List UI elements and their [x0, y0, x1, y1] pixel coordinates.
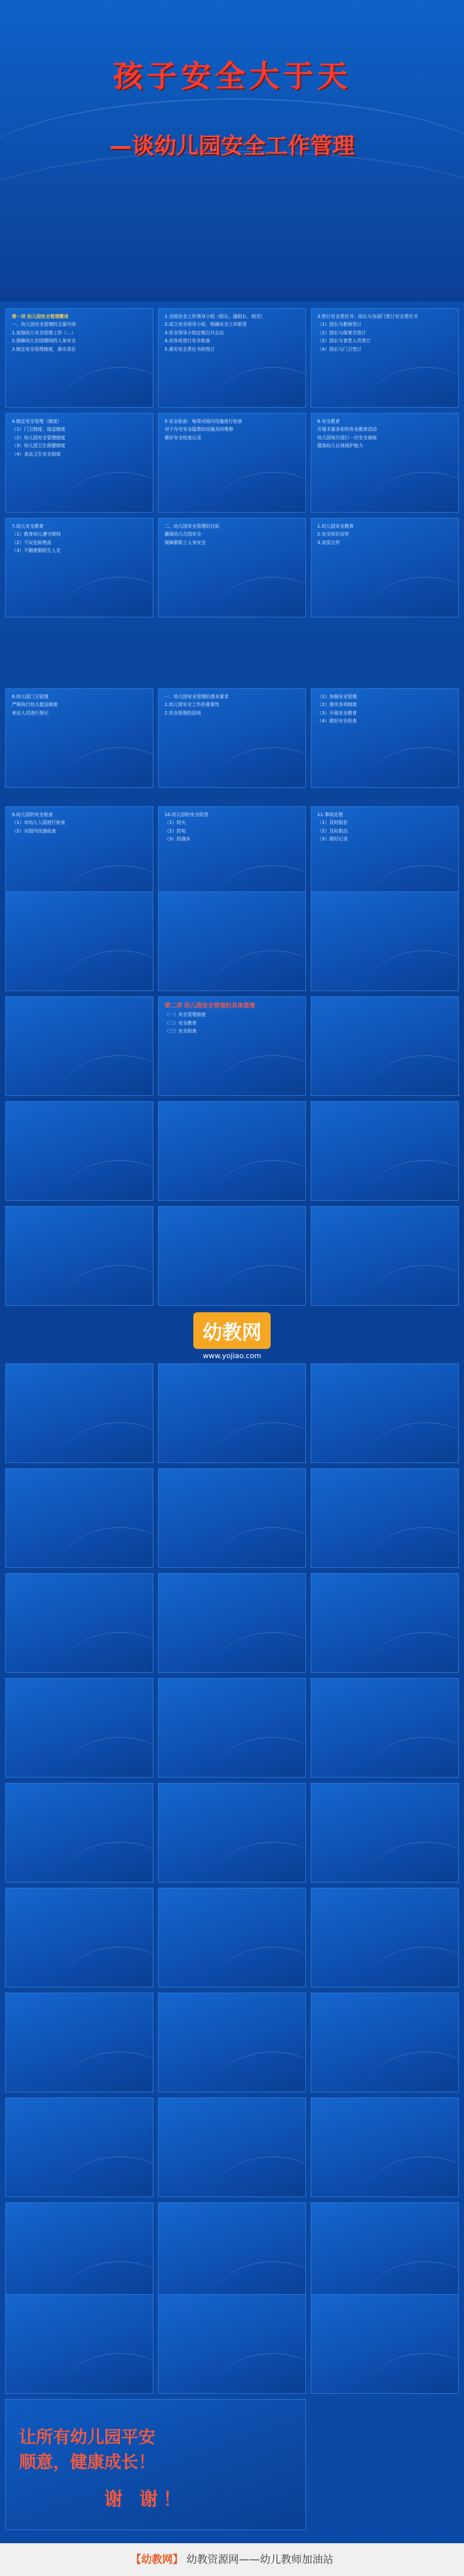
section2-slide — [158, 996, 306, 1096]
slide-line: （1）对幼儿入园进行检查 — [12, 820, 66, 826]
slide-line: 一、幼儿园安全管理的主要内容 — [12, 322, 76, 328]
slide-filler — [311, 1678, 459, 1778]
slide-filler — [5, 1993, 153, 2092]
slide-filler — [5, 2202, 153, 2302]
footer-text[interactable]: 幼教资源网——幼儿教师加油站 — [186, 2553, 334, 2566]
slide-7 — [5, 518, 153, 617]
slide-line: 确保幼儿在园安全 — [164, 532, 201, 537]
slide-line: （3）幼儿园卫生保健制度 — [12, 443, 66, 449]
slide-line: 1.幼儿园安全教育 — [317, 524, 354, 529]
slide-line: （1）园长与教师签订 — [317, 322, 362, 328]
slide-11 — [158, 688, 306, 788]
ending-line-1: 让所有幼儿园平安 — [19, 2428, 156, 2448]
slide-2 — [158, 308, 306, 408]
slide-filler — [5, 891, 153, 991]
slide-filler — [311, 1206, 459, 1306]
slide-line: （2）对园内设施检查 — [12, 828, 56, 834]
slide-line: （2）落实各项制度 — [317, 702, 357, 708]
slide-line: （2）防电 — [164, 828, 186, 834]
slide-line: 10.幼儿园的安全防范 — [164, 812, 209, 817]
slide-12 — [311, 688, 459, 788]
slide-line: 2.保障幼儿在园期间的人身安全 — [12, 338, 76, 344]
slide-filler — [158, 1573, 306, 1673]
slide-line: （1）门卫制度、接送制度 — [12, 427, 66, 433]
slide-line: 保障教职工人身安全 — [164, 539, 206, 545]
slide-line: 来访人员进行登记 — [12, 710, 48, 716]
slide-line: （4）做好安全检查 — [317, 718, 357, 724]
slide-line: （一）安全管理制度 — [164, 1012, 206, 1018]
slide-filler — [158, 2294, 306, 2394]
slide-line: （1）防火 — [164, 820, 186, 826]
slide-line: 4.制定安全管理（制度） — [12, 419, 62, 424]
slide-line: 5.安全检查：每周对园内设施进行检查 — [164, 419, 242, 424]
slide-line: 提高幼儿自我保护能力 — [317, 443, 363, 449]
slide-filler — [311, 1101, 459, 1201]
slide-filler — [158, 1678, 306, 1778]
slide-line: 2.安全知识宣传 — [317, 532, 349, 537]
slide-line: 4.对各班进行安全检查 — [164, 338, 210, 344]
slide-line: （三）安全检查 — [164, 1028, 197, 1034]
slide-filler — [311, 996, 459, 1096]
slide-filler — [5, 996, 153, 1096]
slide-line: 3.安全领导小组定期召开会议 — [164, 330, 224, 336]
slide-line: （1）教育幼儿遵守规则 — [12, 532, 61, 537]
slide-8 — [158, 518, 306, 617]
logo-watermark — [158, 1304, 306, 1363]
slide-line: 5.落实安全责任书的签订 — [164, 346, 215, 352]
ending-slide — [5, 2399, 306, 2530]
slide-filler — [5, 1363, 153, 1463]
sub-title: —谈幼儿园安全工作管理 — [109, 133, 355, 159]
slide-filler — [158, 891, 306, 991]
slide-line: 1.加强幼儿安全管理工作（…） — [12, 330, 76, 336]
slide-line: （4）园长与门卫签订 — [317, 346, 362, 352]
ending-thanks: 谢 谢！ — [104, 2488, 187, 2510]
slide-line: （3）不随便跟陌生人走 — [12, 548, 61, 554]
slide-heading: 第一讲 幼儿园安全管理概述 — [12, 314, 69, 319]
slide-line: 3.家园合作 — [317, 539, 340, 545]
slide-filler — [311, 891, 459, 991]
slide-line: 开展丰富多彩的安全教育活动 — [317, 427, 377, 433]
slide-line: 二、幼儿园安全管理的目标 — [164, 524, 220, 529]
slide-filler — [5, 1678, 153, 1778]
slide-line: 2.安全管理的原则 — [164, 710, 201, 716]
slide-filler — [158, 1206, 306, 1306]
slide-filler — [311, 2294, 459, 2394]
slide-line: （2）幼儿园安全管理制度 — [12, 435, 66, 440]
slide-line: （2）及时救治 — [317, 828, 348, 834]
slide-filler — [5, 1888, 153, 1987]
slide-line: 3.签订安全责任书：园长与各部门签订安全责任书 — [317, 314, 418, 319]
slide-line: 对于存在安全隐患的设施及时维修 — [164, 427, 233, 433]
title-slide — [0, 0, 464, 302]
slide-filler — [158, 1363, 306, 1463]
slide-filler — [158, 1101, 306, 1201]
slide-filler — [5, 1783, 153, 1883]
slide-3 — [311, 308, 459, 408]
slide-line: （二）安全教育 — [164, 1020, 197, 1026]
slide-line: 1.全园安全工作领导小组（组长、副组长、组员） — [164, 314, 265, 319]
slide-filler — [5, 1101, 153, 1201]
slide-line: 7.幼儿安全教育 — [12, 524, 44, 529]
slide-5 — [158, 413, 306, 513]
section2-heading: 第二讲 幼儿园安全管理的具体措施 — [164, 1003, 256, 1009]
slide-line: 做好安全检查记录 — [164, 435, 201, 440]
slide-line: 1.幼儿园安全工作的重要性 — [164, 702, 220, 708]
slide-line: 一、幼儿园安全管理的基本要求 — [164, 694, 229, 699]
slide-line: （3）园长与食堂人员签订 — [317, 338, 371, 344]
slide-line: （2）园长与保育员签订 — [317, 330, 366, 336]
slide-filler — [158, 1888, 306, 1987]
slide-filler — [158, 1783, 306, 1883]
slide-1 — [5, 308, 153, 408]
slide-filler — [158, 2098, 306, 2197]
footer — [0, 2543, 464, 2576]
slide-filler — [311, 1363, 459, 1463]
slide-line: 11.事故处理 — [317, 812, 343, 817]
ending-text — [19, 2426, 155, 2475]
slide-filler — [311, 1468, 459, 1568]
logo-url: www.yojiao.com — [203, 1352, 261, 1360]
slide-filler — [311, 1573, 459, 1673]
slide-line: 9.幼儿园的安全检查 — [12, 812, 53, 817]
slide-filler — [311, 1888, 459, 1987]
slide-filler — [5, 1468, 153, 1568]
slide-line: （1）及时报告 — [317, 820, 348, 826]
slide-filler — [158, 1468, 306, 1568]
slide-line: 8.幼儿园门卫管理 — [12, 694, 48, 699]
slide-filler — [158, 2202, 306, 2302]
slide-line: （4）食品卫生安全制度 — [12, 451, 61, 457]
slide-line: 2.成立安全领导小组，明确安全工作职责 — [164, 322, 247, 328]
slide-filler — [311, 1993, 459, 2092]
ending-line-2: 顺意，健康成长！ — [19, 2452, 156, 2472]
slide-6 — [311, 413, 459, 513]
slide-10 — [5, 688, 153, 788]
slide-line: （3）开展安全教育 — [317, 710, 357, 716]
slide-filler — [158, 1993, 306, 2092]
slide-line: （3）防溺水 — [164, 836, 191, 842]
slide-filler — [5, 1206, 153, 1306]
slide-line: 3.制定安全管理制度，落实责任 — [12, 346, 76, 352]
decor-curve — [0, 151, 464, 302]
footer-brand[interactable]: 【幼教网】 — [130, 2553, 184, 2566]
logo: 幼教网 — [193, 1312, 271, 1349]
slide-line: 幼儿园每月进行一次安全演练 — [317, 435, 377, 440]
slide-4 — [5, 413, 153, 513]
slide-line: （3）做好记录 — [317, 836, 348, 842]
slide-filler — [311, 2098, 459, 2197]
slide-filler — [5, 2098, 153, 2197]
slide-line: （1）加强安全管理 — [317, 694, 357, 699]
slide-filler — [311, 1783, 459, 1883]
slide-filler — [5, 1573, 153, 1673]
slide-line: 6.安全教育 — [317, 419, 340, 424]
slide-line: （2）不玩危险物品 — [12, 539, 52, 545]
slide-filler — [311, 2202, 459, 2302]
slide-filler — [5, 2294, 153, 2394]
slide-line: 严格执行幼儿接送制度 — [12, 702, 58, 708]
slide-9 — [311, 518, 459, 617]
main-title: 孩子安全大于天 — [113, 58, 351, 94]
